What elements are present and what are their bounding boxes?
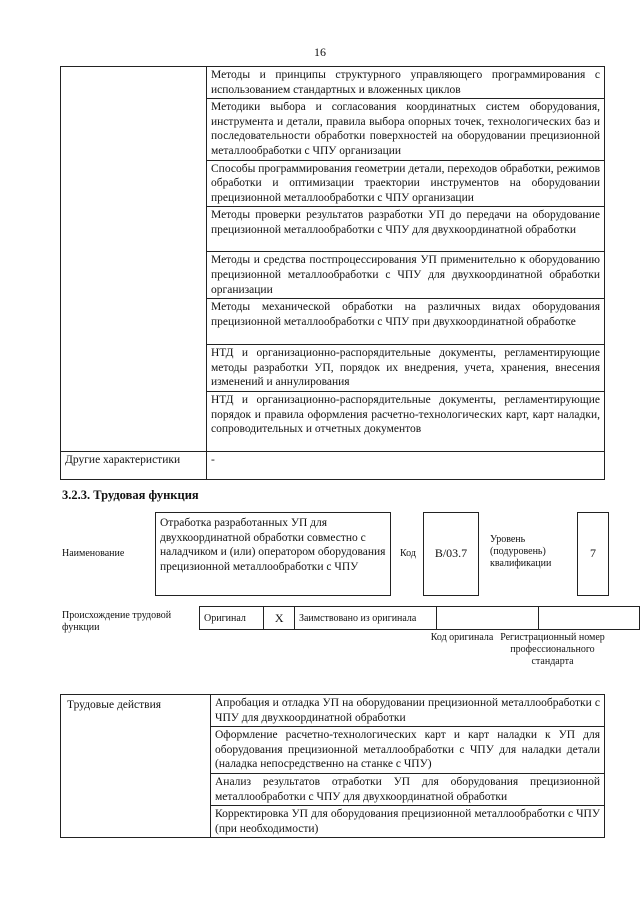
other-characteristics-value: - [207, 451, 605, 479]
name-label: Наименование [62, 548, 125, 559]
function-name-box: Отработка разработанных УП для двухкоординатной обработки совместно с наладчиком и (или) оператором оборудования прецизионной металлообработки с ЧПУ [155, 512, 391, 596]
knowledge-item: НТД и организационно-распорядительные документы, регламентирующие порядок и правила оформления расчетно-технологических карт, карт наладки, сопроводительных и отчетных документов [207, 391, 605, 451]
knowledge-item: Способы программирования геометрии детали, переходов обработки, режимов обработки и оптимизации траектории инструментов на оборудовании прецизионной металлообработки с ЧПУ организации [207, 160, 605, 207]
page-number: 16 [314, 45, 326, 59]
knowledge-item: Методы и принципы структурного управляющего программирования с использованием стандартных и вложенных циклов [207, 67, 605, 99]
origin-original-mark: X [264, 607, 295, 630]
origin-reg-cell [538, 607, 639, 630]
action-item: Апробация и отладка УП на оборудовании прецизионной металлообработки с ЧПУ для двухкоординатной обработки [211, 695, 605, 727]
origin-code-cell [437, 607, 538, 630]
actions-table [60, 694, 605, 838]
knowledge-item: Методики выбора и согласования координатных систем оборудования, инструмента и детали, правила выбора опорных точек, технологических баз и последовательности обработки поверхностей на оборудовании прецизионной металлообработки с ЧПУ организации [207, 99, 605, 160]
origin-label: Происхождение трудовой функции [62, 610, 172, 633]
function-code-box: B/03.7 [423, 512, 479, 596]
knowledge-item: Методы и средства постпроцессирования УП применительно к оборудованию прецизионной металлообработки с ЧПУ для двухкоординатной обработки организации [207, 252, 605, 299]
knowledge-item: Методы проверки результатов разработки УП до передачи на оборудование прецизионной металлообработки с ЧПУ для двухкоординатной обработки [207, 207, 605, 252]
action-item: Оформление расчетно-технологических карт и карт наладки к УП для оборудования прецизионной металлообработки с ЧПУ для наладки детали (наладка непосредственно на станке с ЧПУ) [211, 727, 605, 774]
origin-code-caption: Код оригинала [430, 632, 494, 643]
origin-borrowed-label: Заимствовано из оригинала [294, 607, 436, 630]
knowledge-item: Методы механической обработки на различных видах оборудования прецизионной металлообработки с ЧПУ при двухкоординатной обработке [207, 299, 605, 345]
knowledge-item: НТД и организационно-распорядительные документы, регламентирующие методы разработки УП, порядок их внедрения, учета, хранения, внесения изменений и аннулирования [207, 345, 605, 392]
function-level-box: 7 [577, 512, 609, 596]
origin-reg-caption: Регистрационный номер профессионального стандарта [500, 632, 605, 667]
code-label: Код [400, 548, 416, 559]
knowledge-table [60, 66, 605, 480]
knowledge-label-cell [61, 67, 207, 452]
origin-original-label: Оригинал [200, 607, 264, 630]
origin-table [199, 606, 640, 630]
action-item: Корректировка УП для оборудования прецизионной металлообработки с ЧПУ (при необходимости) [211, 806, 605, 838]
action-item: Анализ результатов отработки УП для оборудования прецизионной металлообработки с ЧПУ для двухкоординатной обработки [211, 773, 605, 805]
section-title: 3.2.3. Трудовая функция [62, 488, 199, 502]
other-characteristics-label: Другие характеристики [61, 451, 207, 479]
level-label: Уровень (подуровень) квалификации [490, 534, 552, 569]
actions-label: Трудовые действия [61, 695, 211, 838]
